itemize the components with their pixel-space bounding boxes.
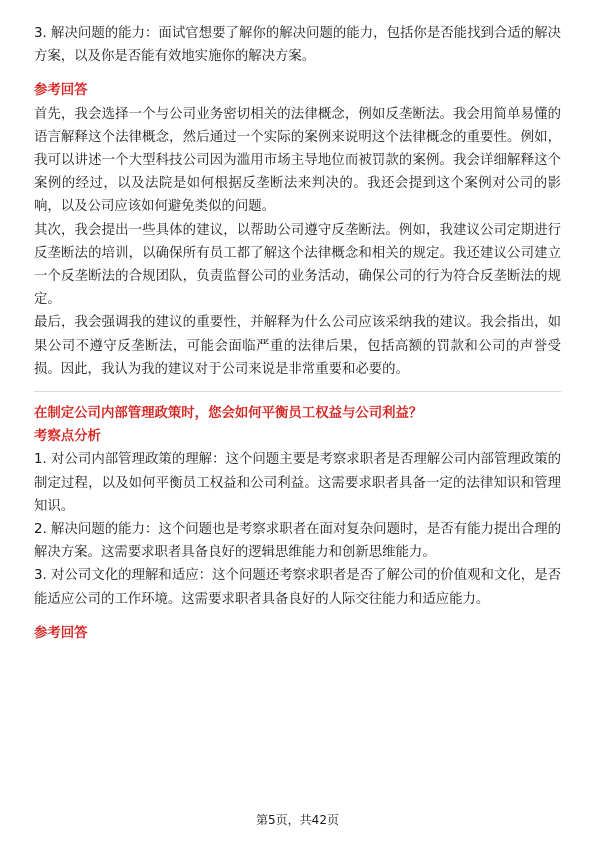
analysis-point-3: 3. 对公司文化的理解和适应：这个问题还考察求职者是否了解公司的价值观和文化，是否能适应公司的工作环境。这需要求职者具备良好的人际交往能力和适应能力。 <box>34 568 561 607</box>
page-footer <box>0 811 595 828</box>
reference-answer-heading: 参考回答 <box>34 83 88 99</box>
document-page <box>34 22 561 645</box>
section-divider <box>34 391 561 392</box>
page-number: 第5页，共42页 <box>256 813 339 827</box>
analysis-heading: 考察点分析 <box>34 429 101 445</box>
analysis-point-2: 2. 解决问题的能力：这个问题也是考察求职者在面对复杂问题时，是否有能力提出合理的解决方案。这需要求职者具备良好的逻辑思维能力和创新思维能力。 <box>34 522 561 561</box>
question-title: 在制定公司内部管理政策时，您会如何平衡员工权益与公司利益？ <box>34 406 423 422</box>
point-3-text: 3. 解决问题的能力：面试官想要了解你的解决问题的能力，包括你是否能找到合适的解决方案，以及你是否能有效地实施你的解决方案。 <box>34 26 561 65</box>
answer-paragraph-2: 其次，我会提出一些具体的建议，以帮助公司遵守反垄断法。例如，我建议公司定期进行反垄断法的培训，以确保所有员工都了解这个法律概念和相关的规定。我还建议公司建立一个反垄断法的合规团队，负责监督公司的业务活动，确保公司的行为符合反垄断法的规定。 <box>34 222 561 308</box>
analysis-point-1: 1. 对公司内部管理政策的理解：这个问题主要是考察求职者是否理解公司内部管理政策的制定过程，以及如何平衡员工权益和公司利益。这需要求职者具备一定的法律知识和管理知识。 <box>34 452 561 514</box>
answer-paragraph-1: 首先，我会选择一个与公司业务密切相关的法律概念，例如反垄断法。我会用简单易懂的语言解释这个法律概念，然后通过一个实际的案例来说明这个法律概念的重要性。例如，我可以讲述一个大型科技公司因为滥用市场主导地位而被罚款的案例。我会详细解释这个案例的经过，以及法院是如何根据反垄断法来判决的。我还会提到这个案例对公司的影响，以及公司应该如何避免类似的问题。 <box>34 106 561 215</box>
reference-answer-heading-2: 参考回答 <box>34 625 88 641</box>
answer-paragraph-3: 最后，我会强调我的建议的重要性，并解释为什么公司应该采纳我的建议。我会指出，如果公司不遵守反垄断法，可能会面临严重的法律后果，包括高额的罚款和公司的声誉受损。因此，我认为我的建议对于公司来说是非常重要和必要的。 <box>34 315 561 377</box>
